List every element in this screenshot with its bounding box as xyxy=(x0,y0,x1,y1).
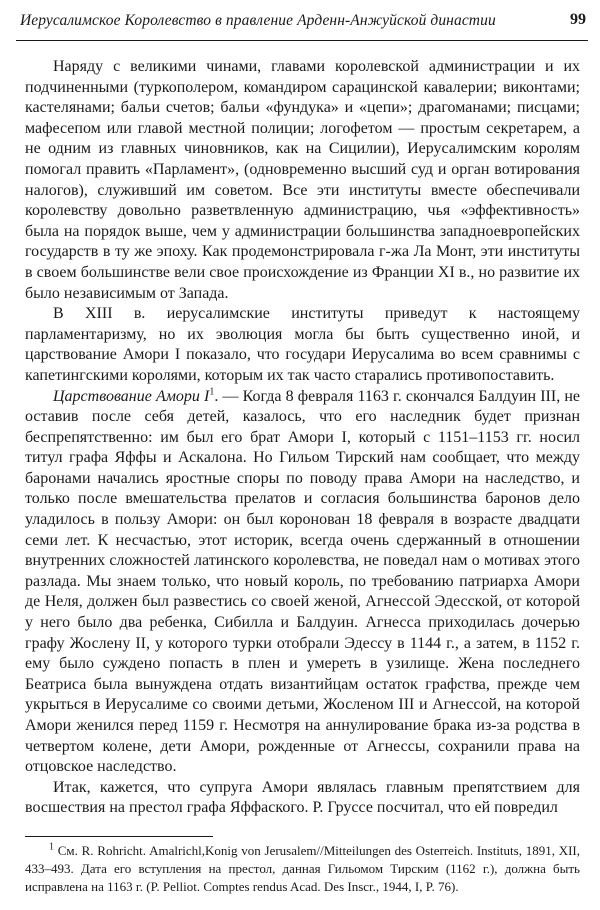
main-text xyxy=(25,57,580,819)
footnote-reference: 1 xyxy=(209,386,215,398)
footnote-marker: 1 xyxy=(49,841,54,853)
paragraph xyxy=(25,387,580,778)
footnote-text: См. R. Rohricht. Amalrichl,Konig von Jerusalem//Mitteilungen des Osterreich. Instituts, 1891, XII, 433–493. Дата его вступления на престол, данная Гильомом Тирским (1162 г.), должна быть исправлена на 1163 г. (P. Pelliot. Comptes rendus Acad. Des Inscr., 1944, I, P. 76). xyxy=(25,843,580,894)
page-number: 99 xyxy=(570,11,586,28)
running-header xyxy=(16,8,588,34)
footnote-rule xyxy=(25,836,213,837)
paragraph: Итак, кажется, что супруга Амори являлась главным препятствием для восшествия на престол графа Яффаского. Р. Груссе посчитал, что ей повредил xyxy=(25,778,580,817)
footnotes xyxy=(25,842,580,896)
paragraph: Наряду с великими чинами, главами королевской администрации и их подчиненными (туркополером, командиром сарацинской кавалерии; виконтами; кастелянами; бальи счетов; бальи «фундука» и «цепи»; драгоманами; писцами; мафесепом или главой местной полиции; логофетом — простым секретарем, а не одним из главных чиновников, как на Сицилии), Иерусалимским королям помогал править «Парламент», (одновременно высший суд и орган вотирования налогов), служивший им советом. Все эти институты вместе обеспечивали королевству довольно разветвленную администрацию, чья «эффективность» была на порядок выше, чем у администрации большинства западноевропейских государств в ту же эпоху. Как продемонстрировала г-жа Ла Монт, эти институты в своем большинстве вели свое происхождение из Франции XI в., но развитие их было независимым от Запада. xyxy=(25,58,580,302)
paragraph: В XIII в. иерусалимские институты приведут к настоящему парламентаризму, но их эволюция могла бы быть существенно иной, и царствование Амори I показало, что государи Иерусалима во всем сравнимы с капетингскими королями, которым их так часто старались противопоставить. xyxy=(25,305,580,384)
running-title: Иерусалимское Королевство в правление Арденн-Анжуйской династии xyxy=(20,12,496,29)
footnote xyxy=(25,842,580,896)
section-subheading: Царствование Амори I xyxy=(53,387,210,405)
header-rule xyxy=(16,40,588,41)
paragraph-text: . — Когда 8 февраля 1163 г. скончался Балдуин III, не оставив после себя детей, казалось, что его наследник будет признан беспрепятственно: им был его брат Амори I, который с 1151–1153 гг. носил титул графа Яффы и Аскалона. Но Гильом Тирский нам сообщает, что между баронами начались яростные споры по поводу права Амори на наследство, и только после вмешательства прелатов и согласия большинства баронов дело уладилось в пользу Амори: он был коронован 18 февраля в возрасте двадцати семи лет. К несчастью, этот историк, всегда очень сдержанный в отношении внутренних сложностей латинского королевства, не поведал нам о мотивах этого разлада. Мы знаем только, что новый король, по требованию патриарха Амори де Неля, должен был развестись со своей женой, Агнессой Эдесской, от которой у него было два ребенка, Сибилла и Балдуин. Агнесса приходилась дочерью графу Жослену II, у которого турки отобрали Эдессу в 1144 г., а затем, в 1152 г. ему было суждено попасть в плен и умереть в узилище. Жена последнего Беатриса была вынуждена отдать византийцам остаток графства, прежде чем укрыться в Иерусалиме со своими детьми, Жосленом III и Агнессой, на которой Амори женился перед 1159 г. Несмотря на аннулирование брака из-за родства в четвертом колене, дети Амори, рожденные от Агнессы, сохранили права на отцовское наследство. xyxy=(25,387,580,776)
